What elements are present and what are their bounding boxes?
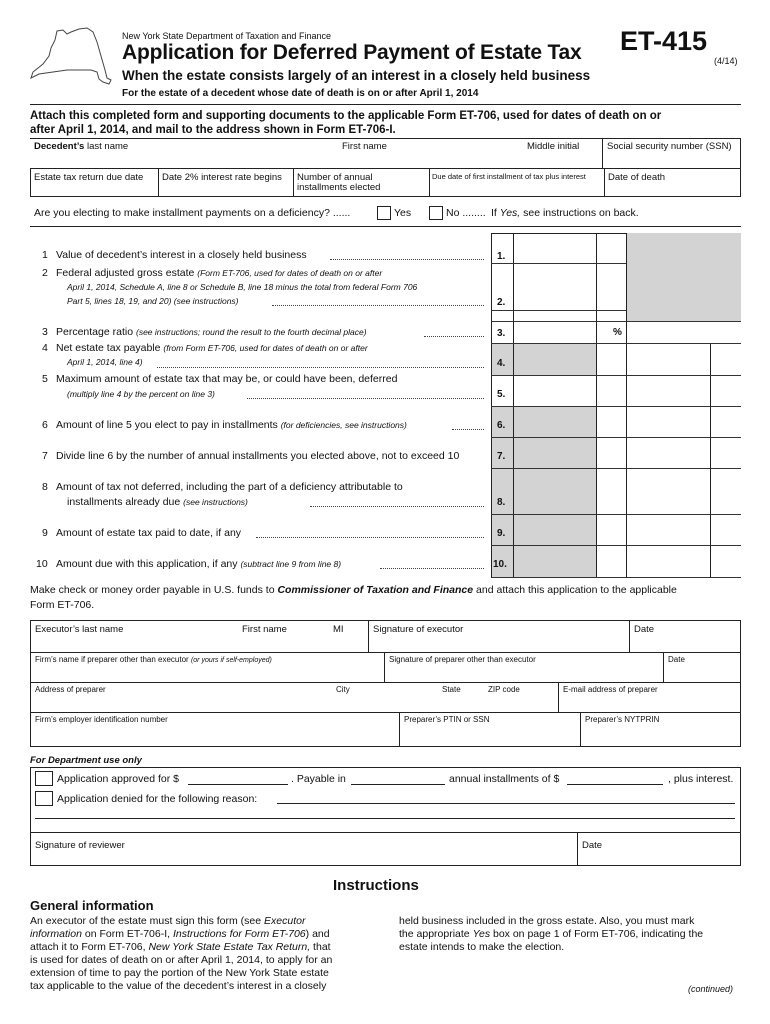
first-installment-due-label: Due date of first installment of tax plus interest [432, 172, 586, 181]
line-10-box-label: 10. [493, 559, 507, 570]
executor-signature-label: Signature of executor [373, 624, 464, 635]
firm-name-label: Firm’s name if preparer other than executor (or yours if self-employed) [35, 655, 272, 664]
preparer-date-label: Date [668, 655, 685, 664]
line-4-dollars-field[interactable] [628, 355, 708, 373]
reviewer-date-label: Date [582, 840, 603, 851]
annual-installments-label: annual installments of $ [449, 773, 560, 785]
line-6-dollars-field[interactable] [628, 417, 708, 435]
line-6-text: Amount of line 5 you elect to pay in installments (for deficiencies, see instructions) [56, 419, 407, 431]
general-information-heading: General information [30, 898, 154, 913]
form-subtitle: When the estate consists largely of an interest in a closely held business [122, 68, 591, 83]
form-title: Application for Deferred Payment of Estate Tax [122, 41, 582, 64]
preparer-nytprin-label: Preparer’s NYTPRIN [585, 715, 660, 724]
line-1-text: Value of decedent’s interest in a closely held business [56, 249, 307, 261]
line-9-text: Amount of estate tax paid to date, if any [56, 527, 242, 539]
executor-mi-label: MI [333, 624, 344, 635]
num-installments-label-2: installments elected [297, 182, 381, 193]
line-2-dollars-field[interactable] [515, 290, 595, 308]
preparer-email-label: E-mail address of preparer [563, 685, 658, 694]
line-5-note: (multiply line 4 by the percent on line 3) [67, 389, 215, 399]
general-info-column-2: held business included in the gross estate. Also, you must mark the appropriate Yes box on page 1 of Form ET-706, indicating the estate intends to make the election. [399, 915, 704, 953]
line-7-dollars-field[interactable] [628, 448, 708, 466]
decedent-last-name-label: Decedent’s last name [34, 141, 129, 152]
line-2-note-3: Part 5, lines 18, 19, and 20) (see instructions) [67, 296, 239, 306]
line-6-box-label: 6. [497, 420, 506, 431]
agency-name: New York State Department of Taxation and Finance [122, 31, 331, 41]
reviewer-signature-label: Signature of reviewer [35, 840, 125, 851]
line-3-number: 3 [42, 326, 48, 338]
line-4-note-2: April 1, 2014, line 4) [67, 357, 143, 367]
continued-note: (continued) [688, 984, 734, 994]
line-8-box-label: 8. [497, 497, 506, 508]
executor-date-label: Date [634, 624, 655, 635]
line-9-dollars-field[interactable] [628, 525, 708, 543]
deficiency-if-yes-note: If Yes, see instructions on back. [491, 207, 639, 219]
line-5-dollars-field[interactable] [628, 386, 708, 404]
line-7-number: 7 [42, 450, 48, 462]
line-2-box-label: 2. [497, 297, 506, 308]
line-5-number: 5 [42, 373, 48, 385]
line-2-note-2: April 1, 2014, Schedule A, line 8 or Schedule B, line 18 minus the total from federal Form 706 [67, 282, 418, 292]
denied-label: Application denied for the following reason: [57, 793, 258, 805]
executor-last-name-label: Executor’s last name [35, 624, 124, 635]
line-4-box-label: 4. [497, 358, 506, 369]
line-10-number: 10 [36, 558, 48, 570]
line-10-dollars-field[interactable] [628, 556, 708, 574]
line-8-dollars-field[interactable] [628, 494, 708, 512]
line-1-box-label: 1. [497, 251, 506, 262]
form-revision: (4/14) [714, 56, 738, 66]
line-7-text: Divide line 6 by the number of annual installments you elected above, not to exceed 10 [56, 450, 460, 462]
attach-notice-line1: Attach this completed form and supporting documents to the applicable Form ET-706, used for dates of death on or [30, 110, 662, 122]
num-installments-label-1: Number of annual [297, 172, 373, 183]
line-7-box-label: 7. [497, 451, 506, 462]
firm-ein-label: Firm’s employer identification number [35, 715, 168, 724]
deficiency-no-checkbox[interactable] [429, 206, 443, 220]
line-6-number: 6 [42, 419, 48, 431]
payment-instruction-line2: Form ET-706. [30, 599, 95, 611]
plus-interest-label: , plus interest. [668, 773, 734, 785]
line-1-number: 1 [42, 249, 48, 261]
line-2-number: 2 [42, 267, 48, 279]
line-4-number: 4 [42, 342, 48, 354]
line-5-box-label: 5. [497, 389, 506, 400]
line-1-dollars-field[interactable] [515, 244, 595, 262]
preparer-address-label: Address of preparer [35, 685, 106, 694]
preparer-ptin-label: Preparer’s PTIN or SSN [404, 715, 490, 724]
line-10-text: Amount due with this application, if any (subtract line 9 from line 8) [56, 558, 342, 570]
executor-first-name-label: First name [242, 624, 287, 635]
line-3-percent-sign: % [613, 327, 622, 338]
deficiency-no-label: No ........ [446, 207, 486, 219]
form-subtitle-date: For the estate of a decedent whose date of death is on or after April 1, 2014 [122, 88, 479, 99]
decedent-middle-initial-label: Middle initial [527, 141, 580, 152]
decedent-first-name-label: First name [342, 141, 387, 152]
header-rule [30, 104, 741, 105]
line-3-text: Percentage ratio (see instructions; round the result to the fourth decimal place) [56, 326, 367, 338]
new-york-state-map-logo [27, 26, 115, 92]
line-4-text: Net estate tax payable (from Form ET-706, used for dates of death on or after [56, 342, 368, 354]
deficiency-yes-label: Yes [394, 207, 412, 219]
preparer-city-label: City [336, 685, 350, 694]
preparer-state-label: State [442, 685, 461, 694]
date-of-death-label: Date of death [608, 172, 666, 183]
line-9-number: 9 [42, 527, 48, 539]
line-5-text: Maximum amount of estate tax that may be, or could have been, deferred [56, 373, 398, 385]
preparer-zip-label: ZIP code [488, 685, 520, 694]
interest-rate-date-label: Date 2% interest rate begins [162, 172, 282, 183]
preparer-signature-label: Signature of preparer other than executor [389, 655, 536, 664]
decedent-ssn-label: Social security number (SSN) [607, 141, 732, 152]
attach-notice-line2: after April 1, 2014, and mail to the address shown in Form ET-706-I. [30, 124, 396, 136]
department-use-heading: For Department use only [30, 755, 142, 766]
line-8-number: 8 [42, 481, 48, 493]
payment-instruction: Make check or money order payable in U.S. funds to Commissioner of Taxation and Finance and attach this application to the applicable [30, 584, 677, 596]
payable-in-label: . Payable in [291, 773, 346, 785]
line-8-text-2: installments already due (see instructions) [67, 496, 248, 508]
instructions-heading: Instructions [333, 877, 419, 894]
return-due-date-label: Estate tax return due date [34, 172, 144, 183]
deficiency-yes-checkbox[interactable] [377, 206, 391, 220]
deficiency-question: Are you electing to make installment payments on a deficiency? ...... [34, 207, 351, 219]
denied-checkbox[interactable] [35, 791, 53, 806]
approved-label: Application approved for $ [57, 773, 179, 785]
line-9-box-label: 9. [497, 528, 506, 539]
line-8-text: Amount of tax not deferred, including the part of a deficiency attributable to [56, 481, 403, 493]
line-3-percent-field[interactable] [515, 323, 610, 341]
form-number: ET-415 [620, 26, 708, 56]
line-3-box-label: 3. [497, 328, 506, 339]
general-info-column-1: An executor of the estate must sign this form (see Executor information on Form ET-706-I, Instructions for Form ET-706) and attach it to Form ET-706, New York State Estate Tax Return, that is used for dates of death on or after April 1, 2014, to apply for an extension of time to pay the portion of the New York State estate tax applicable to the value of the decedent’s interest in a closely [30, 915, 333, 992]
approved-checkbox[interactable] [35, 771, 53, 786]
line-2-text: Federal adjusted gross estate (Form ET-706, used for dates of death on or after [56, 267, 383, 279]
